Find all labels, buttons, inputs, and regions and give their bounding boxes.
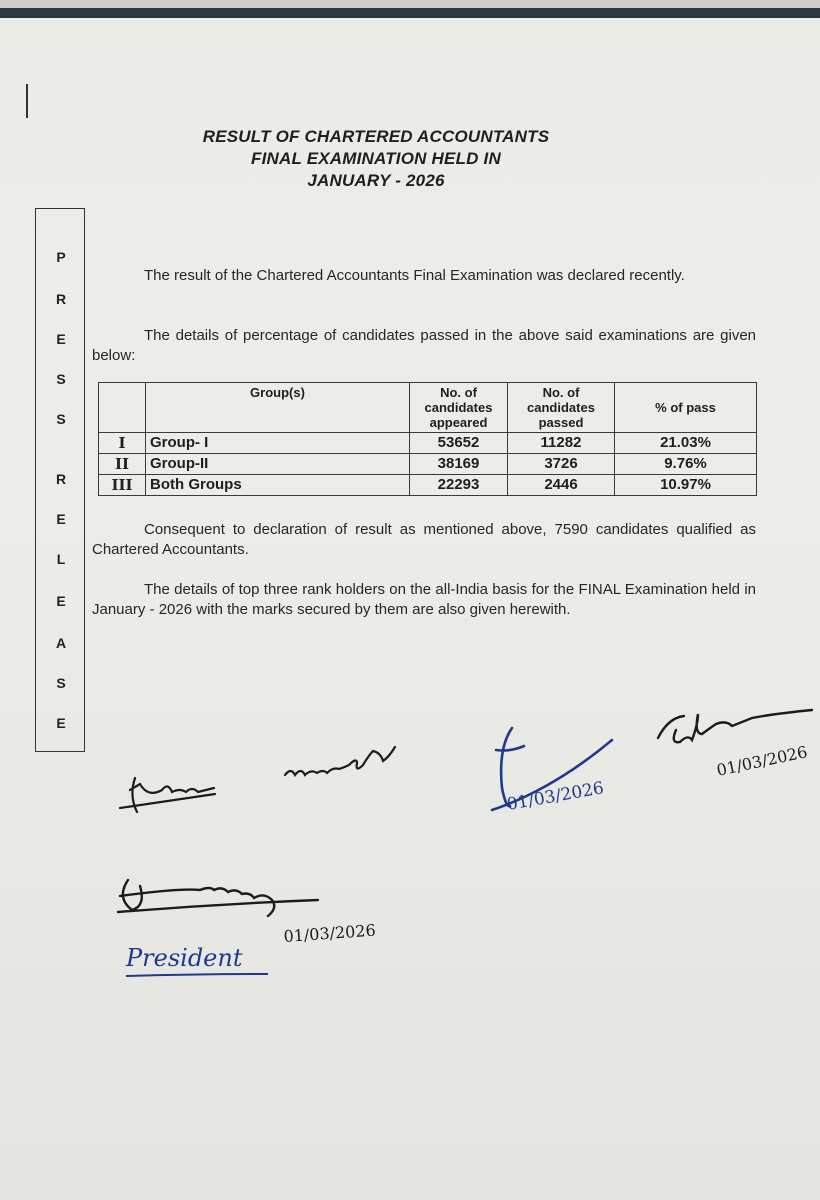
side-letter: E — [56, 593, 66, 609]
signature-5 — [118, 880, 318, 916]
cell-group: Both Groups — [146, 475, 410, 496]
cell-group: Group- I — [146, 433, 410, 454]
president-underline — [126, 974, 268, 976]
cell-appeared: 22293 — [410, 475, 508, 496]
signature-3-date: 01/03/2026 — [505, 778, 606, 815]
side-letter: S — [56, 411, 66, 427]
para4-text: The details of top three rank holders on the all-India basis for the FINAL Examination held in January - 2026 with the marks secured by them are also given herewith. — [92, 581, 756, 618]
side-letter: L — [56, 551, 66, 567]
title-line-3: JANUARY - 2026 — [307, 171, 445, 190]
side-letter: A — [55, 635, 67, 651]
cell-passed: 2446 — [508, 475, 615, 496]
president-label: President — [126, 944, 243, 972]
signature-4-date: 01/03/2026 — [714, 742, 810, 780]
header-appeared: No. of candidates appeared — [410, 383, 508, 433]
side-letter: S — [56, 675, 66, 691]
para3-text: Consequent to declaration of result as mentioned above, 7590 candidates qualified as Chartered Accountants. — [92, 521, 756, 558]
header-group: Group(s) — [146, 383, 410, 433]
header-pct: % of pass — [615, 383, 757, 433]
cell-pct: 10.97% — [615, 475, 757, 496]
signature-4 — [658, 710, 812, 742]
cell-appeared: 53652 — [410, 433, 508, 454]
side-letter: R — [55, 471, 67, 487]
side-letter: E — [56, 715, 66, 731]
side-letter: E — [56, 331, 66, 347]
cell-sno: I — [99, 433, 146, 454]
cell-passed: 3726 — [508, 454, 615, 475]
cell-group: Group-II — [146, 454, 410, 475]
cell-passed: 11282 — [508, 433, 615, 454]
side-letter: S — [56, 371, 66, 387]
cell-pct: 21.03% — [615, 433, 757, 454]
para2-text: The details of percentage of candidates passed in the above said examinations are given below: — [92, 327, 756, 364]
header-passed: No. of candidates passed — [508, 383, 615, 433]
title-line-2: FINAL EXAMINATION HELD IN — [251, 149, 501, 168]
cell-sno: III — [99, 475, 146, 496]
side-letter: E — [56, 511, 66, 527]
cell-appeared: 38169 — [410, 454, 508, 475]
signature-2 — [285, 747, 395, 775]
signature-1 — [120, 778, 215, 812]
title-line-1: RESULT OF CHARTERED ACCOUNTANTS — [202, 127, 550, 146]
cell-sno: II — [99, 454, 146, 475]
side-letter: R — [55, 291, 67, 307]
para1-text: The result of the Chartered Accountants Final Examination was declared recently. — [144, 267, 685, 284]
side-letter: P — [56, 249, 66, 265]
signature-5-date: 01/03/2026 — [282, 920, 377, 946]
cell-pct: 9.76% — [615, 454, 757, 475]
